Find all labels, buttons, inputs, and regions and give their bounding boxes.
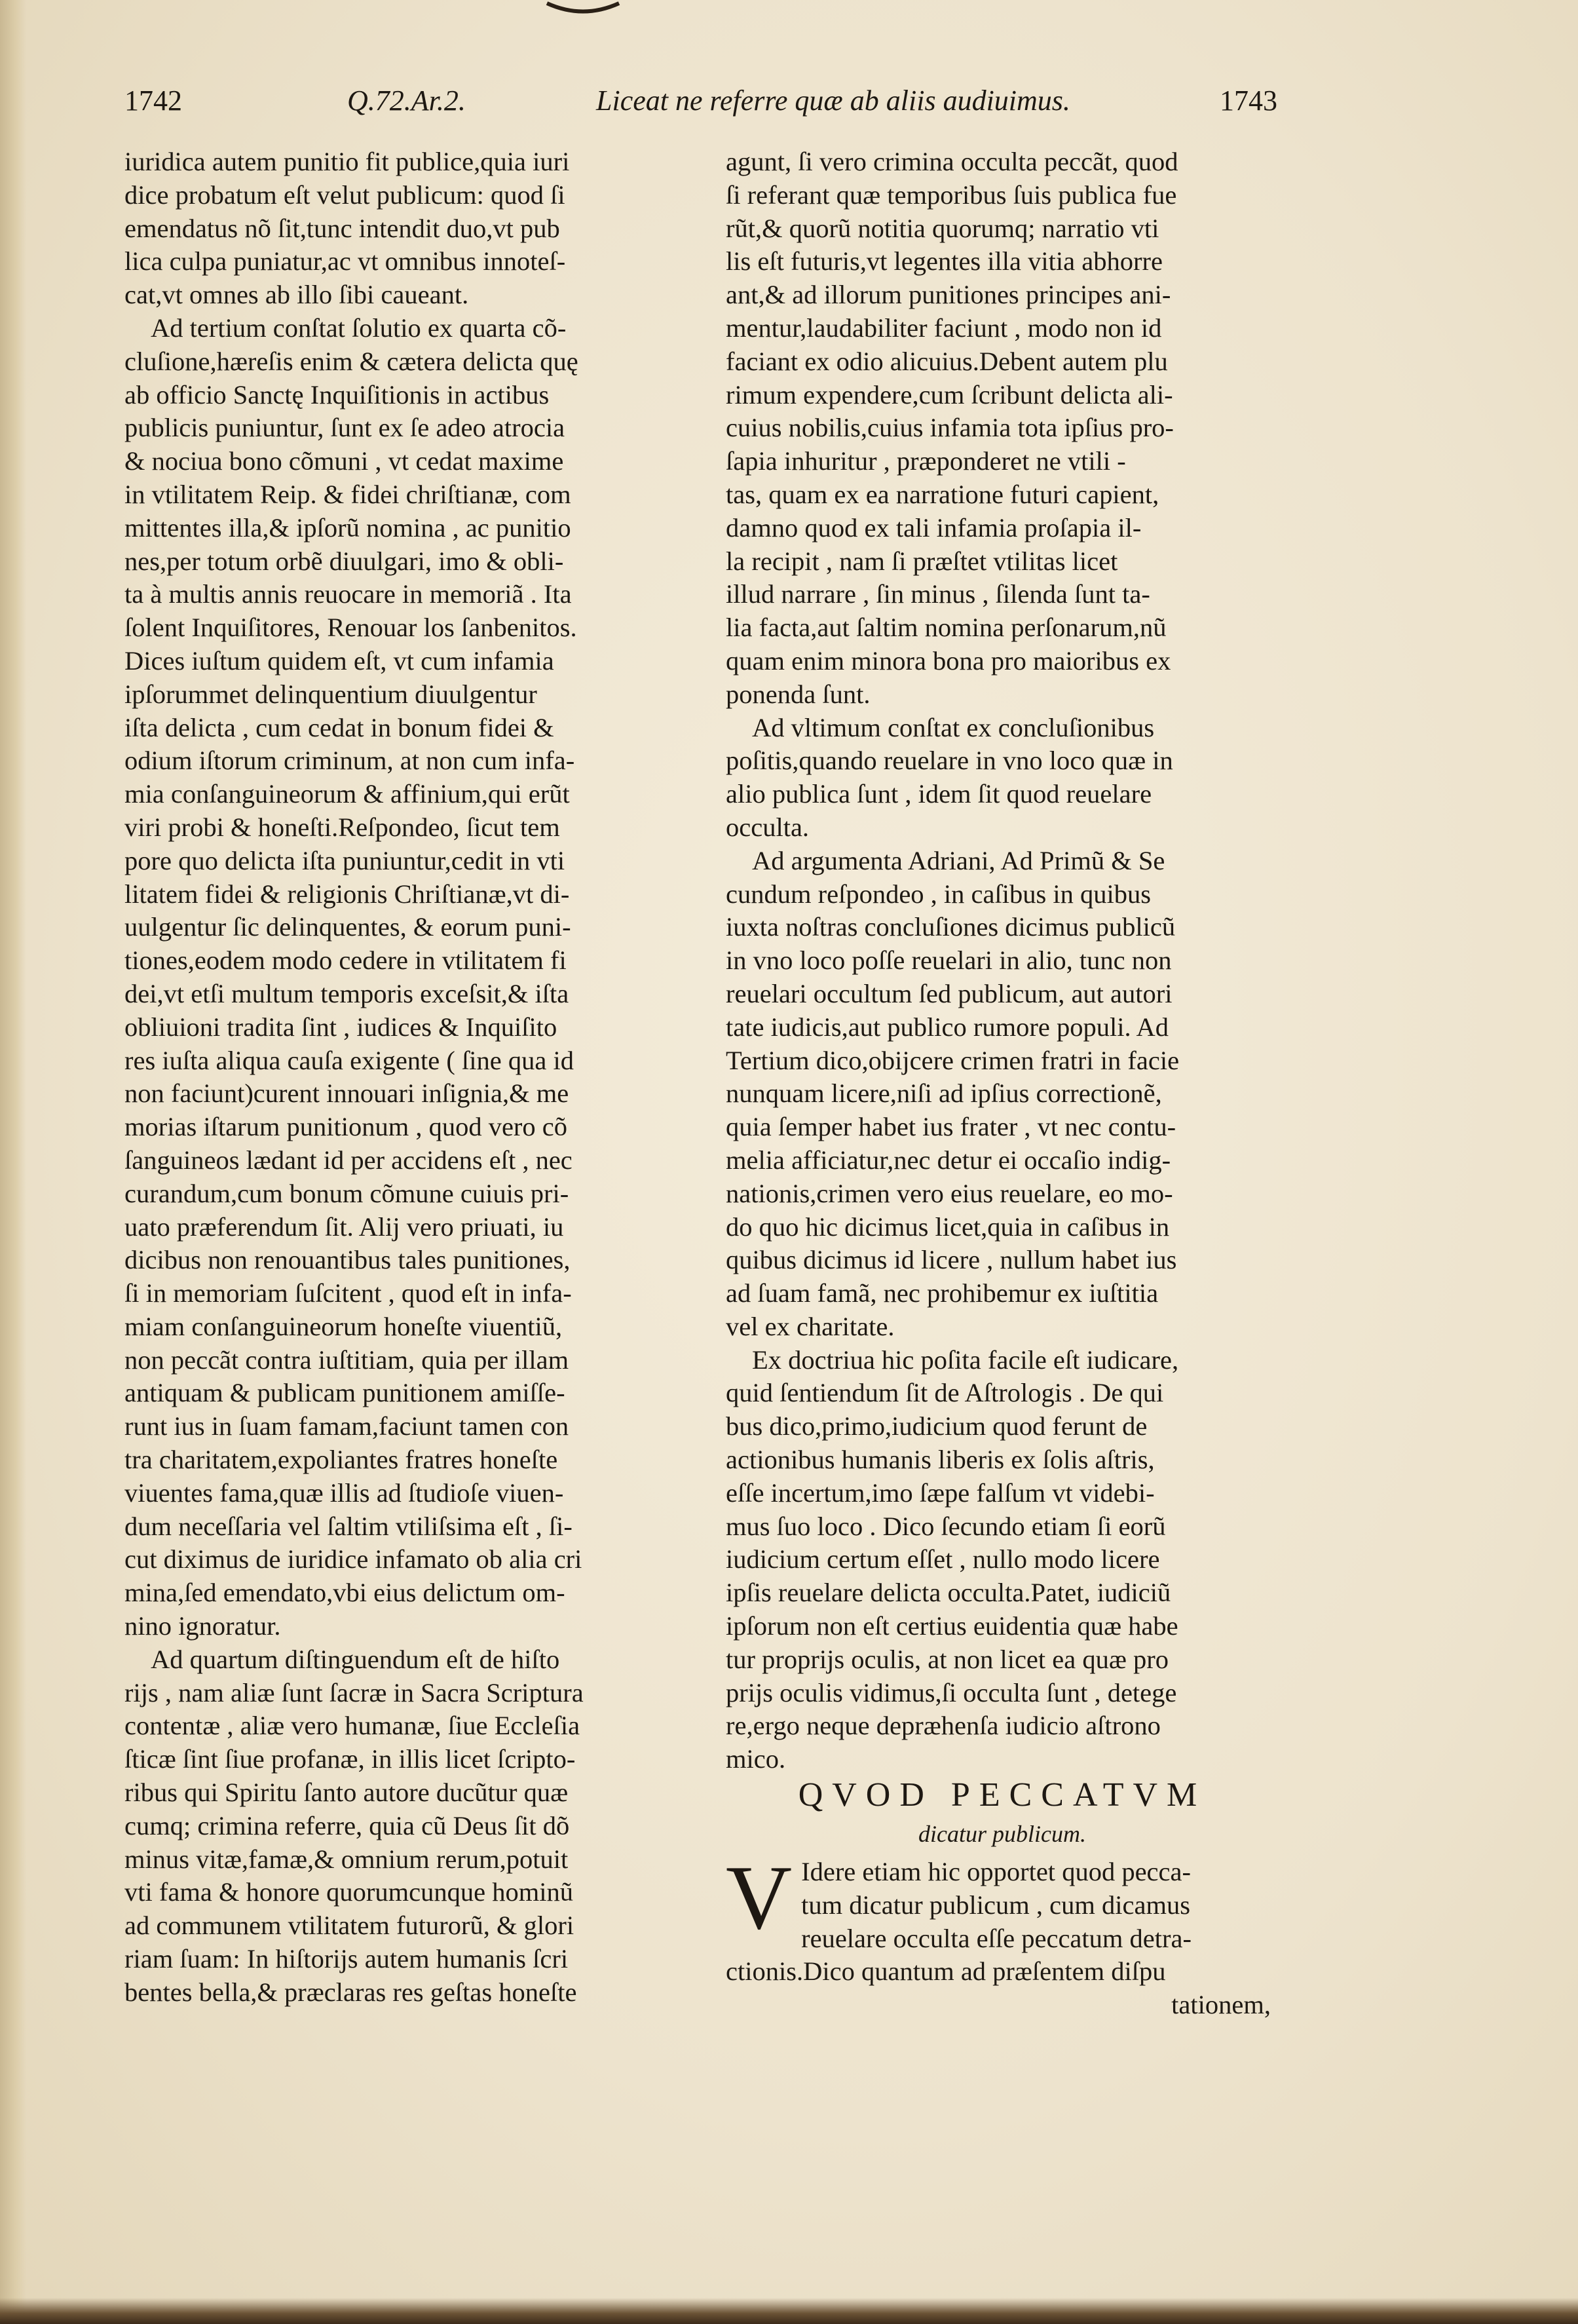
text-line: contentæ , aliæ vero humanæ, ſiue Eccleſia (124, 1711, 580, 1741)
text-line: quid ſentiendum ſit de Aſtrologis . De qui (726, 1378, 1164, 1408)
text-line: cundum reſpondeo , in caſibus in quibus (726, 879, 1152, 909)
text-line: quam enim minora bona pro maioribus ex (726, 645, 1171, 676)
text-line: mia conſanguineorum & affinium,qui erũt (124, 779, 570, 809)
text-line: ipſis reuelare delicta occulta.Patet, iudiciũ (726, 1578, 1171, 1608)
text-line: mico. (726, 1744, 786, 1774)
text-line: ad ſuam famã, nec prohibemur ex iuſtitia (726, 1278, 1159, 1308)
text-line: Ad quartum diſtinguendum eſt de hiſto (151, 1644, 560, 1674)
text-line: ſticæ ſint ſiue profanæ, in illis licet ſcripto- (124, 1744, 576, 1774)
text-line: rũt,& quorũ notitia quorumq; narratio vti (726, 213, 1159, 243)
text-line: cluſione,hæreſis enim & cætera delicta quę (124, 346, 578, 376)
text-line: vel ex charitate. (726, 1311, 895, 1341)
section-heading: QVOD PECCATVM (798, 1776, 1207, 1814)
text-line: eſſe incertum,imo ſæpe falſum vt videbi- (726, 1477, 1155, 1508)
text-line: Dices iuſtum quidem eſt, vt cum infamia (124, 645, 554, 676)
right-text-column (726, 145, 1271, 1776)
text-line: tas, quam ex ea narratione futuri capient, (726, 479, 1159, 509)
text-line: ctionis.Dico quantum ad præſentem diſpu (726, 1956, 1166, 1987)
text-line: Ad vltimum conſtat ex concluſionibus (752, 712, 1155, 742)
text-line: reuelare occulta eſſe peccatum detra- (801, 1923, 1192, 1953)
text-line: & nociua bono cõmuni , vt cedat maxime (124, 446, 564, 476)
text-line: ſi referant quæ temporibus ſuis publica fue (726, 180, 1177, 210)
text-line: rijs , nam aliæ ſunt ſacræ in Sacra Scriptura (124, 1677, 584, 1707)
text-line: ta à multis annis reuocare in memoriã . Ita (124, 579, 572, 609)
section-paragraph (726, 1847, 1271, 2022)
text-line: prijs oculis vidimus,ſi occulta ſunt , detege (726, 1677, 1177, 1707)
text-line: poſitis,quando reuelare in vno loco quæ in (726, 746, 1173, 776)
text-line: ad communem vtilitatem futurorũ, & glori (124, 1911, 574, 1941)
text-line: riam ſuam: In hiſtorijs autem humanis ſcri (124, 1944, 569, 1974)
text-line: pore quo delicta iſta puniuntur,cedit in vti (124, 845, 565, 875)
text-line: ſanguineos lædant id per accidens eſt , nec (124, 1145, 573, 1175)
text-line: curandum,cum bonum cõmune cuiuis pri- (124, 1178, 569, 1208)
text-line: ant,& ad illorum punitiones principes ani- (726, 280, 1171, 310)
running-title: Liceat ne referre quæ ab aliis audiuimus. (596, 85, 1070, 117)
text-line: ſi in memoriam ſuſcitent , quod eſt in infa- (124, 1278, 572, 1308)
text-line: dicibus non renouantibus tales punitiones, (124, 1245, 571, 1275)
text-line: dei,vt etſi multum temporis exceſsit,& iſta (124, 978, 569, 1008)
text-line: ponenda ſunt. (726, 679, 871, 709)
text-line: in vno loco poſſe reuelari in alio, tunc non (726, 945, 1172, 976)
text-line: cuius nobilis,cuius infamia tota ipſius pro- (726, 413, 1174, 443)
text-line: publicis puniuntur, ſunt ex ſe adeo atrocia (124, 413, 565, 443)
text-line: cat,vt omnes ab illo ſibi caueant. (124, 280, 469, 310)
text-line: occulta. (726, 812, 810, 842)
text-line: Ad tertium conſtat ſolutio ex quarta cõ- (151, 313, 567, 343)
page-bottom-edge (0, 2298, 1578, 2324)
text-line: miam conſanguineorum honeſte viuentiũ, (124, 1311, 563, 1341)
text-line: tum dicatur publicum , cum dicamus (801, 1890, 1190, 1920)
text-line: Idere etiam hic opportet quod pecca- (801, 1857, 1191, 1886)
section-lines (726, 1847, 1271, 2022)
binding-gutter (0, 0, 26, 2324)
text-line: damno quod ex tali infamia proſapia il- (726, 512, 1142, 543)
text-line: iſta delicta , cum cedat in bonum fidei & (124, 712, 554, 742)
text-line: ipſorummet delinquentium diuulgentur (124, 679, 537, 709)
text-line: actionibus humanis liberis ex ſolis aſtris, (726, 1445, 1155, 1475)
text-line: minus vitæ,famæ,& omnium rerum,potuit (124, 1844, 569, 1874)
text-line: tra charitatem,expoliantes fratres honeſte (124, 1445, 558, 1475)
text-line: quibus dicimus id licere , nullum habet ius (726, 1245, 1177, 1275)
text-line: uato præferendum ſit. Alij vero priuati, iu (124, 1211, 564, 1242)
text-line: tiones,eodem modo cedere in vtilitatem fi (124, 945, 567, 976)
text-line: faciant ex odio alicuius.Debent autem plu (726, 346, 1168, 376)
text-line: dice probatum eſt velut publicum: quod ſi (124, 180, 565, 210)
text-line: tur proprijs oculis, at non licet ea quæ pro (726, 1644, 1169, 1674)
text-line: illud narrare , ſin minus , ſilenda ſunt ta- (726, 579, 1150, 609)
text-line: antiquam & publicam punitionem amiſſe- (124, 1378, 565, 1408)
text-line: nationis,crimen vero eius reuelare, eo mo- (726, 1178, 1173, 1208)
text-line: iuridica autem punitio fit publice,quia iuri (124, 147, 570, 176)
left-text-column (124, 145, 671, 2010)
text-line: alio publica ſunt , idem ſit quod reuelare (726, 779, 1152, 809)
text-line: nino ignoratur. (124, 1611, 281, 1641)
ornament-icon (544, 0, 622, 26)
text-line: Tertium dico,obijcere crimen fratri in facie (726, 1045, 1180, 1075)
text-line: emendatus nõ ſit,tunc intendit duo,vt pub (124, 213, 560, 243)
text-line: re,ergo neque depræhenſa iudicio aſtrono (726, 1711, 1161, 1741)
text-line: cumq; crimina referre, quia cũ Deus ſit dõ (124, 1810, 570, 1840)
text-line: iuxta noſtras concluſiones dicimus publicũ (726, 912, 1176, 942)
text-line: lia facta,aut ſaltim nomina perſonarum,nũ (726, 613, 1167, 643)
text-line: mus ſuo loco . Dico ſecundo etiam ſi eorũ (726, 1511, 1166, 1541)
text-line: Ad argumenta Adriani, Ad Primũ & Se (752, 845, 1165, 875)
text-line: viri probi & honeſti.Reſpondeo, ſicut tem (124, 812, 560, 842)
text-line: in vtilitatem Reip. & fidei chriſtianæ, com (124, 479, 571, 509)
text-line: Ex doctriua hic poſita facile eſt iudicare, (752, 1344, 1179, 1375)
page-number-right: 1743 (1220, 85, 1277, 117)
text-line: uulgentur ſic delinquentes, & eorum puni- (124, 912, 571, 942)
text-line: nunquam licere,niſi ad ipſius correctionẽ, (726, 1078, 1162, 1109)
text-line: agunt, ſi vero crimina occulta peccãt, quod (726, 147, 1178, 176)
text-line: ab officio Sanctę Inquiſitionis in actibus (124, 379, 550, 410)
text-line: runt ius in ſuam famam,faciunt tamen con (124, 1411, 569, 1441)
text-line: non faciunt)curent innouari inſignia,& me (124, 1078, 569, 1109)
text-line: non peccãt contra iuſtitiam, quia per illam (124, 1344, 569, 1375)
text-line: iudicium certum eſſet , nullo modo licere (726, 1544, 1160, 1574)
article-reference: Q.72.Ar.2. (347, 85, 466, 117)
text-line: nes,per totum orbẽ diuulgari, imo & obli- (124, 546, 564, 576)
text-line: bus dico,primo,iudicium quod ferunt de (726, 1411, 1148, 1441)
text-line: ſolent Inquiſitores, Renouar los ſanbenitos. (124, 613, 577, 643)
text-line: cut diximus de iuridice infamato ob alia cri (124, 1544, 582, 1574)
text-line: viuentes fama,quæ illis ad ſtudioſe viuen- (124, 1477, 564, 1508)
text-line: la recipit , nam ſi præſtet vtilitas licet (726, 546, 1118, 576)
text-line: rimum expendere,cum ſcribunt delicta ali- (726, 379, 1173, 410)
text-line: tate iudicis,aut publico rumore populi. Ad (726, 1012, 1169, 1042)
text-line: obliuioni tradita ſint , iudices & Inquiſito (124, 1012, 557, 1042)
text-line: litatem fidei & religionis Chriſtianæ,vt di- (124, 879, 570, 909)
text-line: do quo hic dicimus licet,quia in caſibus in (726, 1211, 1170, 1242)
text-line: dum neceſſaria vel ſaltim vtiliſsima eſt , ſi- (124, 1511, 573, 1541)
text-line: ribus qui Spiritu ſanto autore ducũtur quæ (124, 1778, 569, 1808)
text-line: mina,ſed emendato,vbi eius delictum om- (124, 1578, 565, 1608)
text-line: ipſorum non eſt certius euidentia quæ habe (726, 1611, 1178, 1641)
text-line: morias iſtarum punitionum , quod vero cõ (124, 1112, 568, 1142)
drop-cap: V (726, 1847, 793, 1949)
page-number-left: 1742 (124, 85, 182, 117)
text-line: mittentes illa,& ipſorũ nomina , ac punitio (124, 512, 571, 543)
text-line: bentes bella,& præclaras res geſtas honeſte (124, 1977, 577, 2007)
running-header (124, 84, 1277, 130)
text-line: ſapia inhuritur , præponderet ne vtili - (726, 446, 1126, 476)
text-line: lica culpa puniatur,ac vt omnibus innoteſ- (124, 246, 566, 276)
text-line: res iuſta aliqua cauſa exigente ( ſine qua id (124, 1045, 574, 1075)
text-line: odium iſtorum criminum, at non cum infa- (124, 746, 575, 776)
text-line: mentur,laudabiliter faciunt , modo non id (726, 313, 1162, 343)
text-line: reuelari occultum ſed publicum, aut autori (726, 978, 1173, 1008)
section-subheading: dicatur publicum. (918, 1821, 1086, 1847)
text-line: tationem, (1171, 1990, 1271, 2020)
text-line: melia afficiatur,nec detur ei occaſio indig- (726, 1145, 1171, 1175)
text-line: quia ſemper habet ius frater , vt nec contu- (726, 1112, 1176, 1142)
text-line: vti fama & honore quorumcunque hominũ (124, 1877, 573, 1907)
text-line: lis eſt futuris,vt legentes illa vitia abhorre (726, 246, 1163, 276)
